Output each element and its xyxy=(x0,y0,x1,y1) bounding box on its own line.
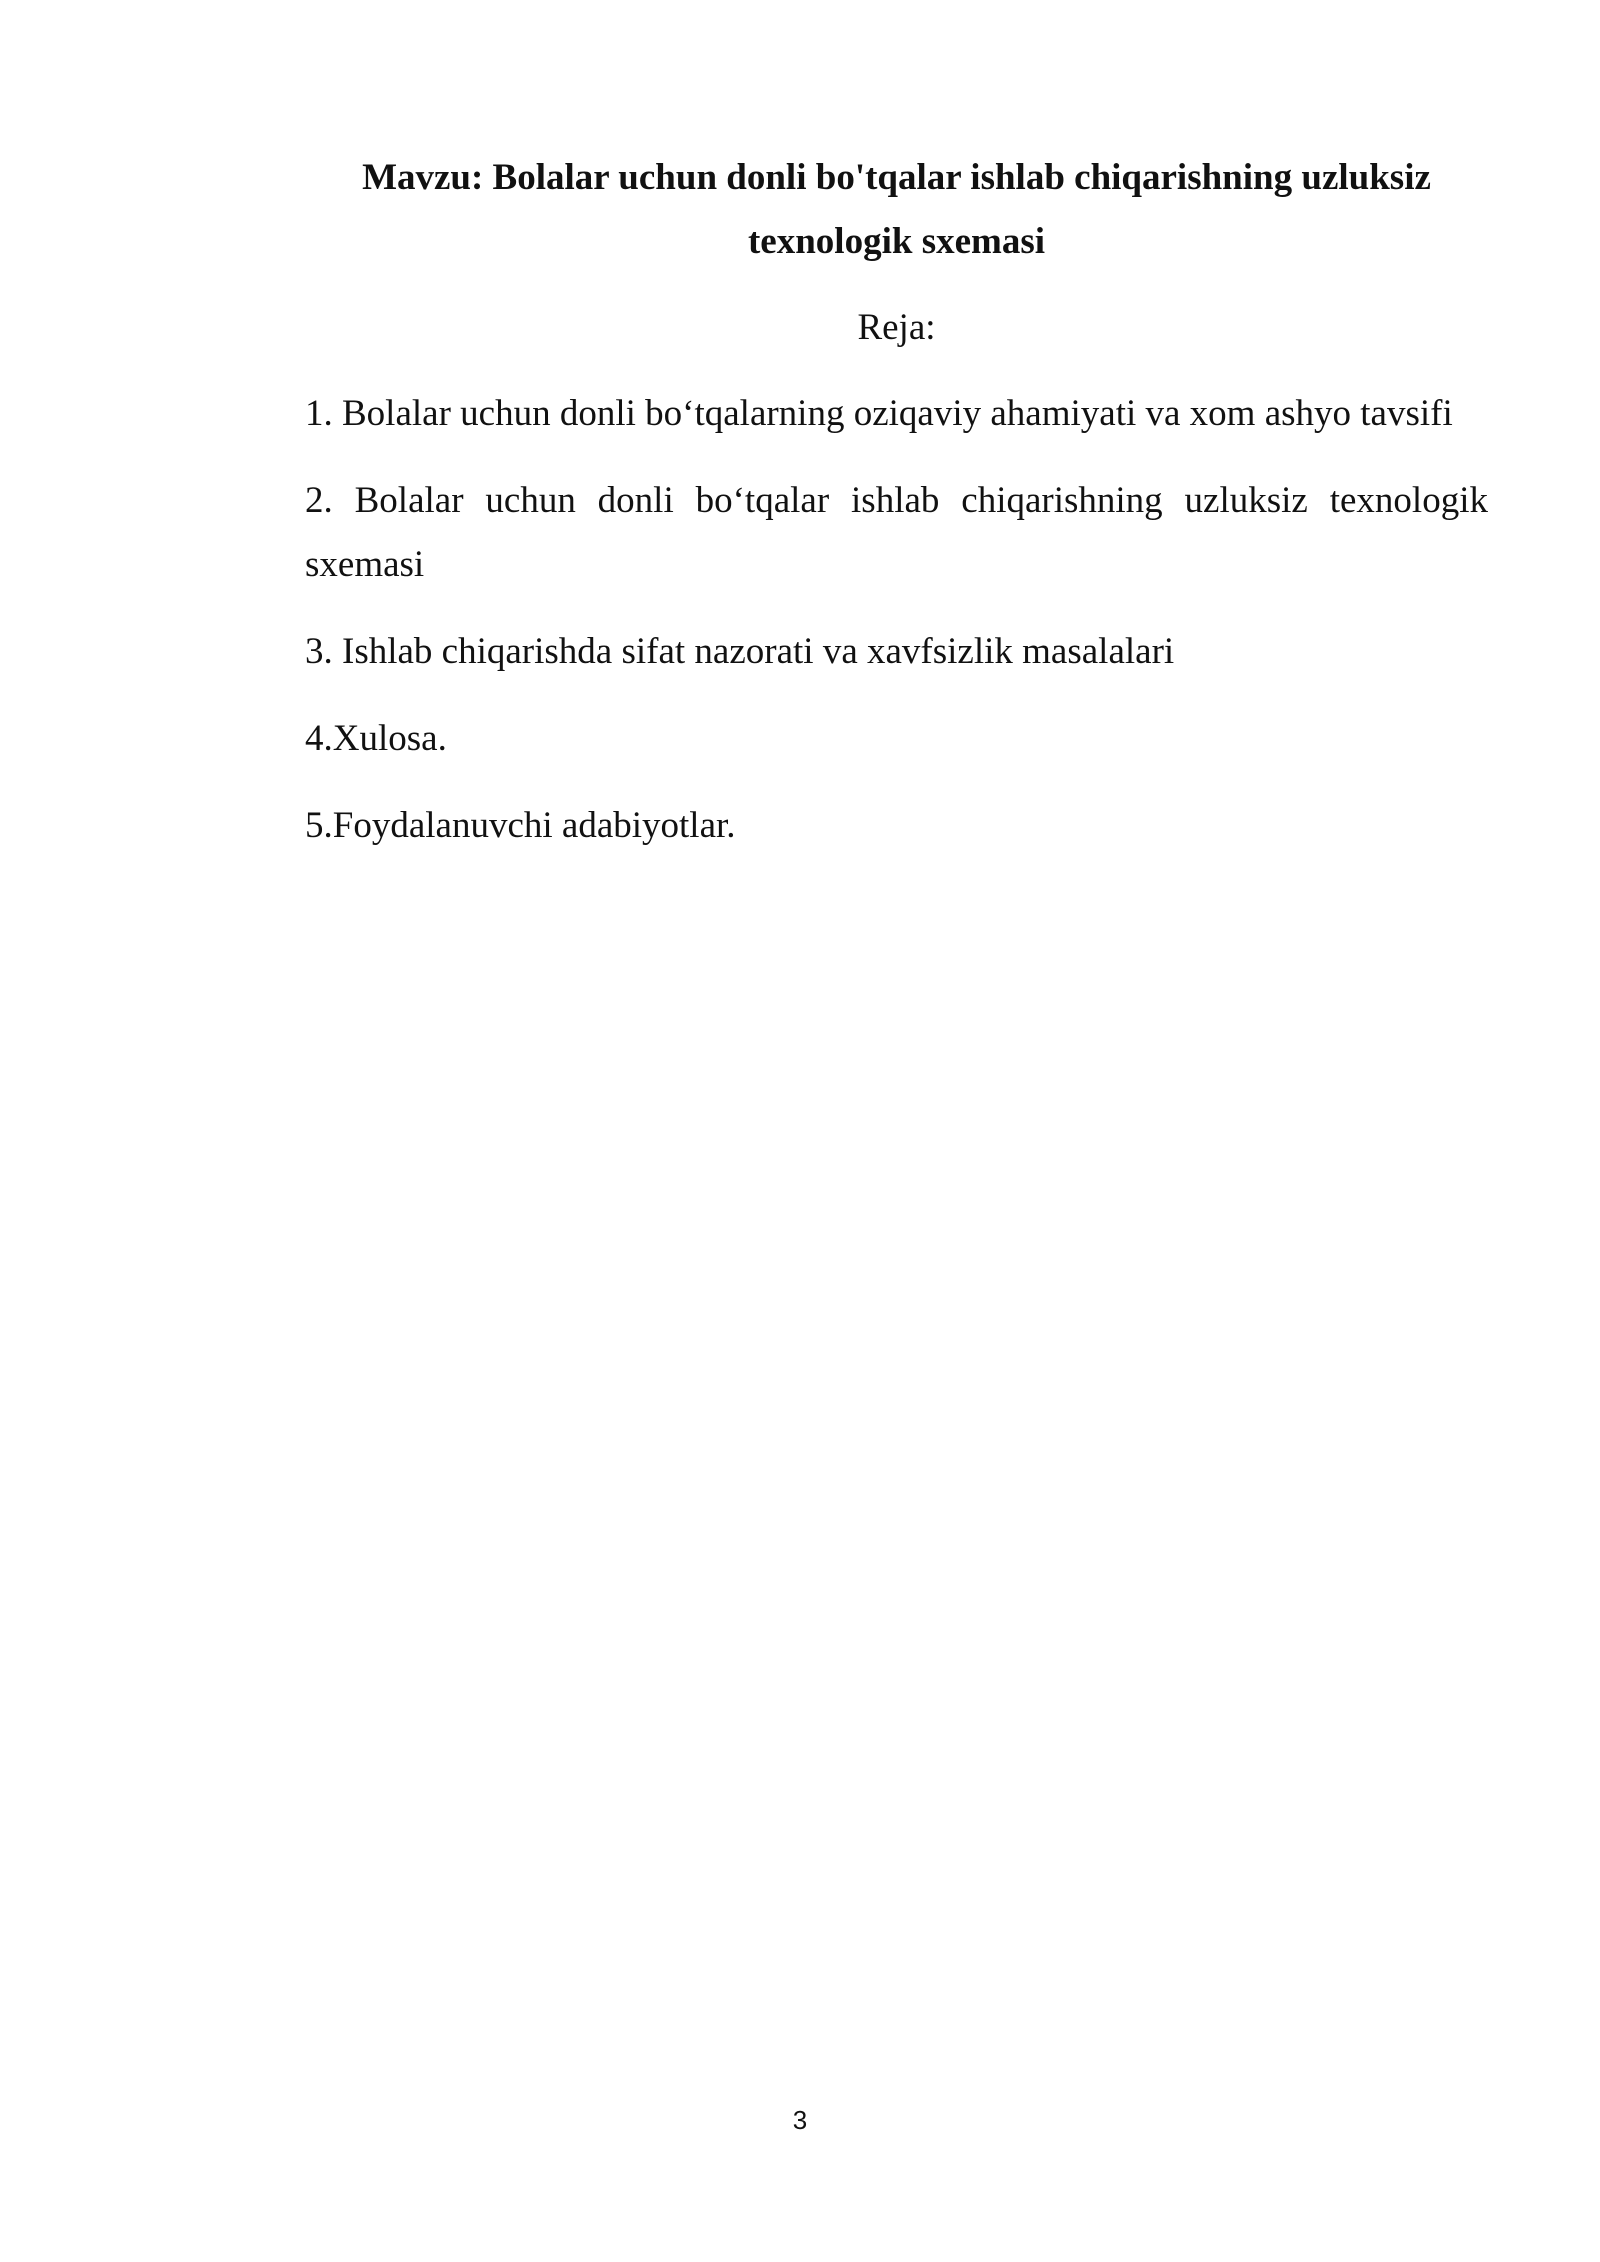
plan-heading: Reja: xyxy=(857,307,936,348)
plan-item-4: 4.Xulosa. xyxy=(305,718,447,759)
plan-item-2: 2. Bolalar uchun donli bo‘tqalar ishlab chiqarishning uzluksiz texnologik sxemasi xyxy=(305,480,1488,585)
page-number: 3 xyxy=(792,2105,808,2135)
page-content xyxy=(305,146,1488,881)
plan-item-5: 5.Foydalanuvchi adabiyotlar. xyxy=(305,805,736,846)
document-title: Mavzu: Bolalar uchun donli bo'tqalar ishlab chiqarishning uzluksiz texnologik sxemasi xyxy=(362,157,1431,262)
plan-item-3: 3. Ishlab chiqarishda sifat nazorati va xavfsizlik masalalari xyxy=(305,631,1175,672)
plan-list xyxy=(305,382,1488,858)
plan-item-1: 1. Bolalar uchun donli bo‘tqalarning oziqaviy ahamiyati va xom ashyo tavsifi xyxy=(305,393,1453,434)
